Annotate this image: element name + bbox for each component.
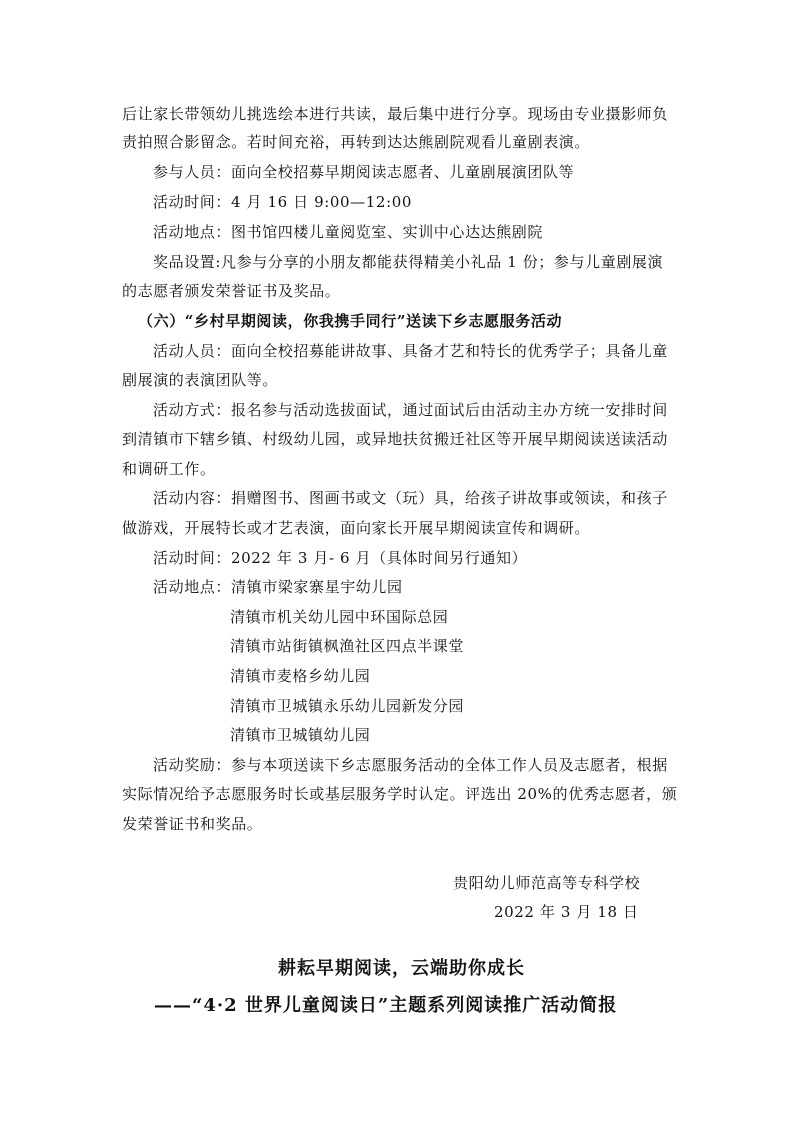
section-heading: （六）“乡村早期阅读，你我携手同行”送读下乡志愿服务活动 [138,312,563,330]
method-line: 活动方式：报名参与活动选拔面试，通过面试后由活动主办方统一安排时间 [153,401,668,419]
time-line: 活动时间：4 月 16 日 9:00—12:00 [153,193,413,211]
venue-item: 清镇市卫城镇幼儿园 [230,726,371,744]
reward-line-continued: 实际情况给予志愿服务时长或基层服务学时认定。评选出 20%的优秀志愿者，颁 [122,785,678,803]
method-line-continued: 和调研工作。 [122,460,216,478]
participants-line: 参与人员：面向全校招募早期阅读志愿者、儿童剧展演团队等 [153,163,575,181]
content-line: 活动内容：捐赠图书、图画书或文（玩）具，给孩子讲故事或领读，和孩子 [153,489,668,507]
signature-date: 2022 年 3 月 18 日 [494,903,639,921]
briefing-subtitle: ——“4·2 世界儿童阅读日”主题系列阅读推广活动简报 [154,995,618,1016]
method-line-continued: 到清镇市下辖乡镇、村级幼儿园，或异地扶贫搬迁社区等开展早期阅读送读活动 [122,430,669,448]
venue-item: 清镇市麦格乡幼儿园 [230,667,371,685]
paragraph-line: 后让家长带领幼儿挑选绘本进行共读，最后集中进行分享。现场由专业摄影师负 [122,105,669,123]
venue-item: 清镇市卫城镇永乐幼儿园新发分园 [230,697,465,715]
venue-item: 清镇市站街镇枫渔社区四点半课堂 [230,637,465,655]
time-line: 活动时间：2022 年 3 月- 6 月（具体时间另行通知） [153,549,528,567]
venue-item: 清镇市机关幼儿园中环国际总园 [230,608,449,626]
reward-line-continued: 发荣誉证书和奖品。 [122,815,263,833]
staff-line: 活动人员：面向全校招募能讲故事、具备才艺和特长的优秀学子；具备儿童 [153,342,668,360]
staff-line-continued: 剧展演的表演团队等。 [122,371,279,389]
signature-organization: 贵阳幼儿师范高等专科学校 [453,874,641,892]
prize-line: 奖品设置:凡参与分享的小朋友都能获得精美小礼品 1 份；参与儿童剧展演 [153,253,664,271]
prize-line-continued: 的志愿者颁发荣誉证书及奖品。 [122,282,341,300]
reward-line: 活动奖励：参与本项送读下乡志愿服务活动的全体工作人员及志愿者，根据 [153,756,668,774]
place-line: 活动地点：图书馆四楼儿童阅览室、实训中心达达熊剧院 [153,223,544,241]
content-line-continued: 做游戏，开展特长或才艺表演，面向家长开展早期阅读宣传和调研。 [122,519,591,537]
place-line: 活动地点：清镇市梁家寨星宇幼儿园 [153,578,403,596]
briefing-title: 耕耘早期阅读，云端助你成长 [278,958,525,979]
paragraph-line: 责拍照合影留念。若时间充裕，再转到达达熊剧院观看儿童剧表演。 [122,133,591,151]
